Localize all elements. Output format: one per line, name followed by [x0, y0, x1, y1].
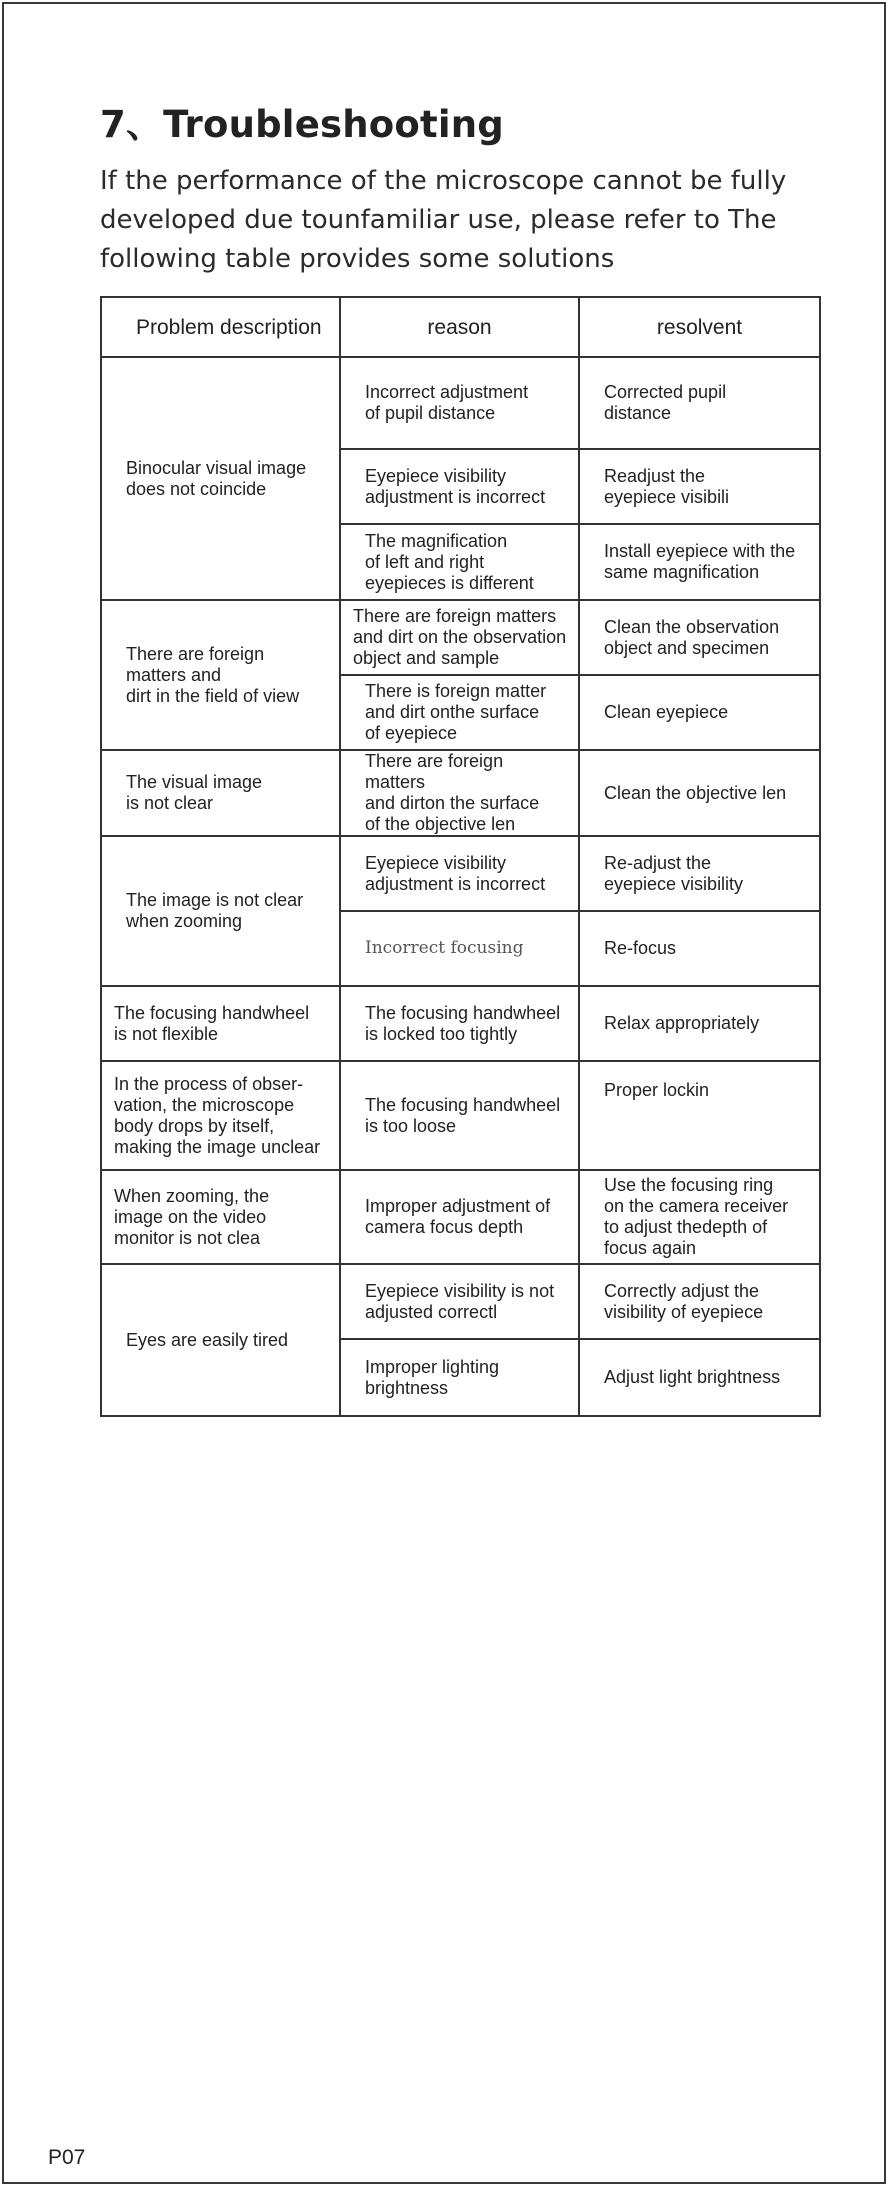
table-row [101, 600, 820, 675]
solution-cell: Relax appropriately [579, 986, 820, 1061]
solution-cell: Re-focus [579, 911, 820, 986]
page-title: 7、Troubleshooting [100, 103, 504, 146]
reason-cell: Eyepiece visibility is not adjusted correctl [340, 1264, 579, 1339]
column-header-problem: Problem description [101, 297, 340, 357]
problem-cell: When zooming, the image on the video monitor is not clea [101, 1170, 340, 1264]
reason-cell: Improper adjustment of camera focus depth [340, 1170, 579, 1264]
intro-line: following table provides some solutions [100, 244, 615, 274]
reason-cell: The focusing handwheel is locked too tightly [340, 986, 579, 1061]
solution-cell: Proper lockin [579, 1061, 820, 1170]
problem-cell: In the process of obser- vation, the microscope body drops by itself, making the image unclear [101, 1061, 340, 1170]
troubleshooting-table [100, 296, 821, 1417]
problem-cell: Eyes are easily tired [101, 1264, 340, 1416]
intro-line: If the performance of the microscope cannot be fully [100, 166, 787, 196]
reason-cell: The magnification of left and right eyepieces is different [340, 524, 579, 600]
problem-cell: The focusing handwheel is not flexible [101, 986, 340, 1061]
table-row [101, 750, 820, 836]
table-row [101, 1170, 820, 1264]
reason-cell: Incorrect adjustment of pupil distance [340, 357, 579, 449]
problem-cell: The image is not clear when zooming [101, 836, 340, 986]
solution-cell: Adjust light brightness [579, 1339, 820, 1416]
reason-cell: There are foreign matters and dirton the surface of the objective len [340, 750, 579, 836]
solution-cell: Install eyepiece with the same magnification [579, 524, 820, 600]
reason-cell: The focusing handwheel is too loose [340, 1061, 579, 1170]
solution-cell: Corrected pupil distance [579, 357, 820, 449]
solution-cell: Clean eyepiece [579, 675, 820, 750]
solution-cell: Readjust the eyepiece visibili [579, 449, 820, 524]
problem-cell: There are foreign matters and dirt in the field of view [101, 600, 340, 750]
reason-cell: There are foreign matters and dirt on the observation object and sample [340, 600, 579, 675]
table-row [101, 357, 820, 449]
solution-cell: Re-adjust the eyepiece visibility [579, 836, 820, 911]
page-number: P07 [48, 2146, 86, 2169]
column-header-resolvent: resolvent [579, 297, 820, 357]
reason-cell: Eyepiece visibility adjustment is incorrect [340, 836, 579, 911]
table-header-row [101, 297, 820, 357]
manual-page [2, 2, 886, 2184]
table-row [101, 836, 820, 911]
table-row [101, 1264, 820, 1339]
solution-cell: Correctly adjust the visibility of eyepiece [579, 1264, 820, 1339]
intro-paragraph [100, 162, 820, 279]
reason-cell: Eyepiece visibility adjustment is incorrect [340, 449, 579, 524]
column-header-reason: reason [340, 297, 579, 357]
solution-cell: Clean the observation object and specimen [579, 600, 820, 675]
intro-line: developed due tounfamiliar use, please refer to The [100, 205, 777, 235]
problem-cell: Binocular visual image does not coincide [101, 357, 340, 600]
table-row [101, 986, 820, 1061]
solution-cell: Clean the objective len [579, 750, 820, 836]
reason-cell: Incorrect focusing [340, 911, 579, 986]
reason-cell: Improper lighting brightness [340, 1339, 579, 1416]
reason-cell: There is foreign matter and dirt onthe surface of eyepiece [340, 675, 579, 750]
table-row [101, 1061, 820, 1170]
problem-cell: The visual image is not clear [101, 750, 340, 836]
solution-cell: Use the focusing ring on the camera receiver to adjust thedepth of focus again [579, 1170, 820, 1264]
